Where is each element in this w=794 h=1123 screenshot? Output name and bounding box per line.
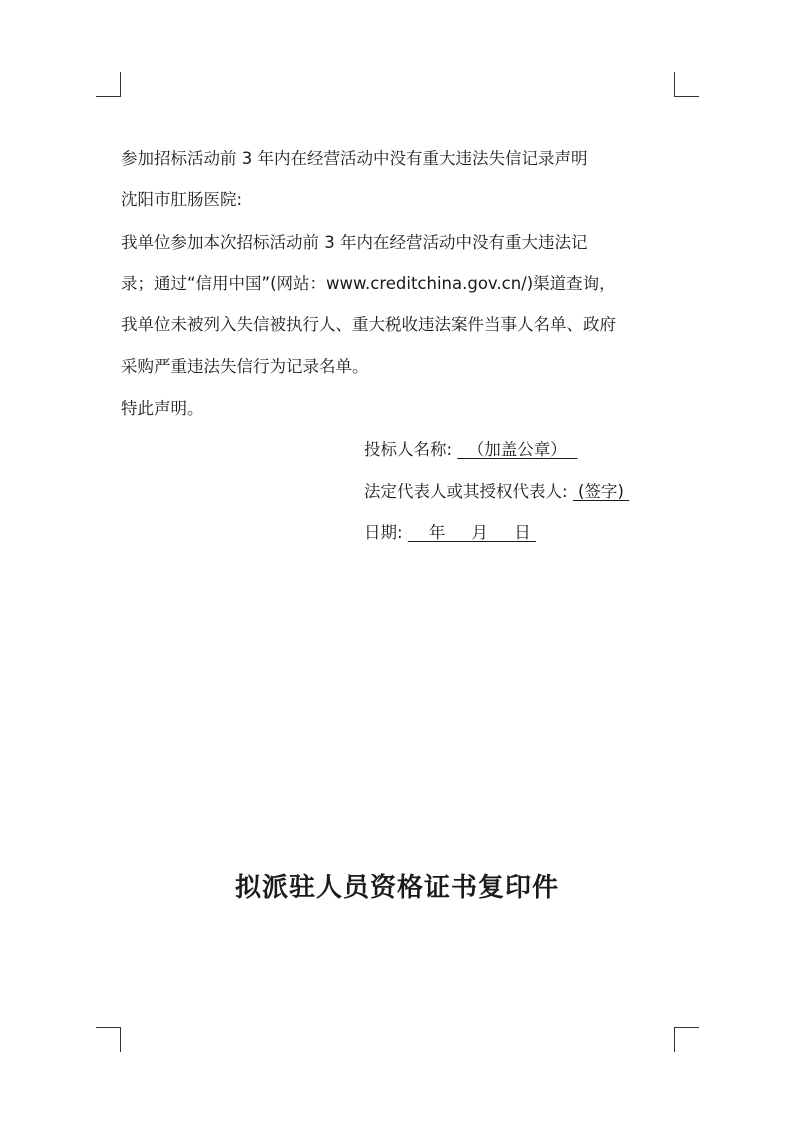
bidder-name-field[interactable]: （加盖公章） (457, 440, 578, 459)
declaration-heading: 参加招标活动前 3 年内在经营活动中没有重大违法失信记录声明 (121, 149, 588, 168)
representative-row (364, 481, 629, 503)
date-row (364, 522, 536, 544)
crop-mark-top-right (674, 72, 699, 97)
bidder-name-label: 投标人名称: (364, 440, 453, 459)
addressee: 沈阳市肛肠医院: (121, 190, 243, 209)
closing-line: 特此声明。 (121, 399, 204, 418)
date-field[interactable]: 年 月 日 (407, 523, 536, 542)
body-line-3: 我单位未被列入失信被执行人、重大税收违法案件当事人名单、政府 (121, 315, 616, 334)
body-line-4: 采购严重违法失信行为记录名单。 (121, 357, 369, 376)
next-section-title: 拟派驻人员资格证书复印件 (234, 873, 559, 903)
representative-signature-field[interactable]: (签字) (572, 482, 630, 501)
crop-mark-bottom-right (674, 1027, 699, 1052)
date-label: 日期: (364, 523, 403, 542)
representative-label: 法定代表人或其授权代表人: (364, 482, 568, 501)
body-line-2: 录；通过“信用中国”(网站：www.creditchina.gov.cn/)渠道查询， (121, 274, 616, 293)
bidder-name-row (364, 439, 577, 461)
body-line-1: 我单位参加本次招标活动前 3 年内在经营活动中没有重大违法记 (121, 233, 588, 252)
crop-mark-bottom-left (96, 1027, 121, 1052)
crop-mark-top-left (96, 72, 121, 97)
